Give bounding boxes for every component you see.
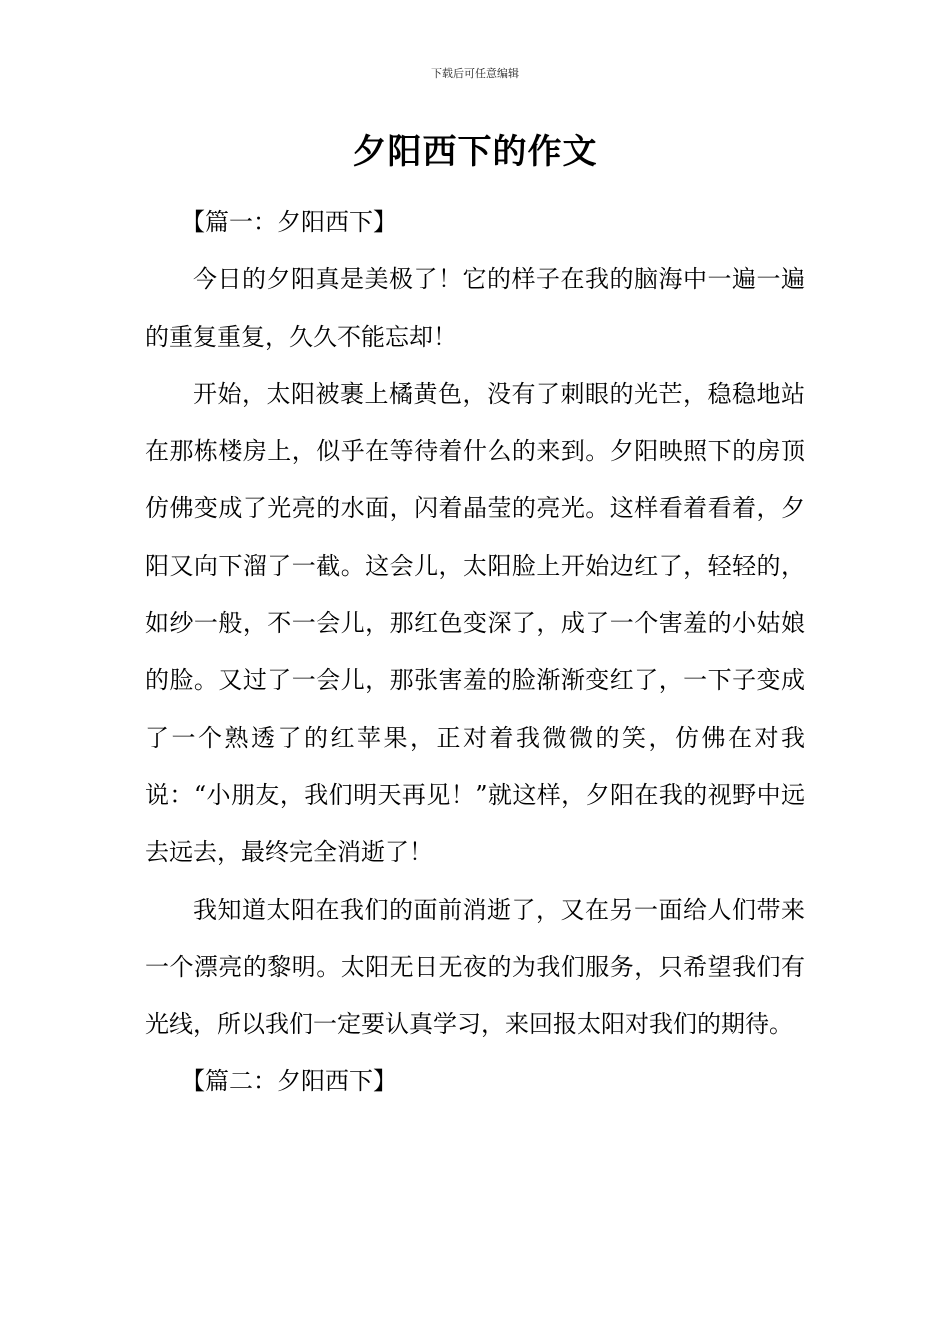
section-heading-2: 【篇二：夕阳西下】 [181,1067,397,1096]
document-body [145,194,805,1111]
paragraph: 今日的夕阳真是美极了！它的样子在我的脑海中一遍一遍的重复重复，久久不能忘却！ [145,265,805,351]
paragraph: 我知道太阳在我们的面前消逝了，又在另一面给人们带来一个漂亮的黎明。太阳无日无夜的为我们服务，只希望我们有光线，所以我们一定要认真学习，来回报太阳对我们的期待。 [145,895,805,1039]
document-title: 夕阳西下的作文 [352,132,598,172]
paragraph: 开始，太阳被裹上橘黄色，没有了刺眼的光芒，稳稳地站在那栋楼房上，似乎在等待着什么的来到。夕阳映照下的房顶仿佛变成了光亮的水面，闪着晶莹的亮光。这样看着看着，夕阳又向下溜了一截。这会儿，太阳脸上开始边红了，轻轻的，如纱一般，不一会儿，那红色变深了，成了一个害羞的小姑娘的脸。又过了一会儿，那张害羞的脸渐渐变红了，一下子变成了一个熟透了的红苹果，正对着我微微的笑，仿佛在对我说：“小朋友，我们明天再见！”就这样，夕阳在我的视野中远去远去，最终完全消逝了！ [145,379,805,867]
section-heading-1: 【篇一：夕阳西下】 [181,208,397,236]
header-note: 下载后可任意编辑 [431,67,519,80]
